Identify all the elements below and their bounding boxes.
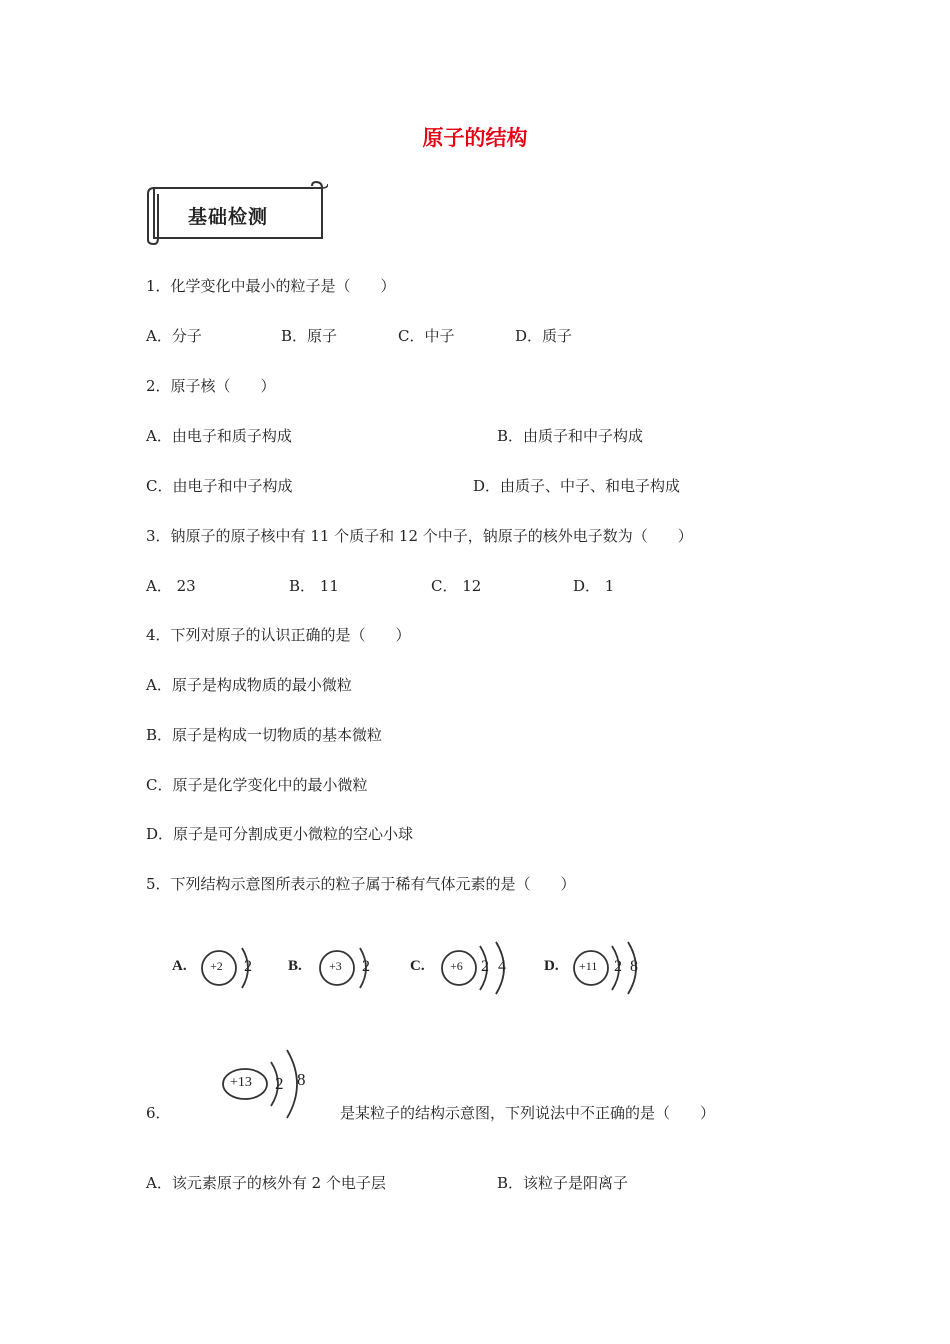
q5-diagram-d-nucleus: +11 [579, 959, 598, 973]
q5-diagram-c-shell-2: 4 [498, 958, 506, 975]
q6-diagram [215, 1046, 325, 1126]
question-3-stem: 3．钠原子的原子核中有 11 个质子和 12 个中子，钠原子的核外电子数为（ ） [146, 527, 693, 545]
q5-diagram-a-shell-1: 2 [244, 958, 252, 975]
q5-diagram-c-nucleus: +6 [450, 959, 463, 973]
q6-shell-1: 2 [275, 1074, 284, 1093]
q2-option-b: B．由质子和中子构成 [497, 427, 644, 445]
q5-diagram-c-label: C. [410, 958, 425, 974]
q5-diagram-c-shell-1: 2 [481, 958, 489, 975]
q2-option-a: A．由电子和质子构成 [146, 427, 292, 445]
section-banner-text: 基础检测 [188, 206, 269, 228]
question-1-stem: 1．化学变化中最小的粒子是（ ） [146, 277, 396, 295]
question-5-stem: 5．下列结构示意图所表示的粒子属于稀有气体元素的是（ ） [146, 875, 576, 893]
question-2-stem: 2．原子核（ ） [146, 377, 276, 395]
q3-option-b: B． 11 [289, 577, 339, 595]
q1-option-b: B．原子 [281, 327, 338, 345]
q3-option-c: C． 12 [431, 577, 482, 595]
q3-option-d: D． 1 [573, 577, 615, 595]
q5-diagram-b-shell-1: 2 [362, 958, 370, 975]
q6-nucleus: +13 [230, 1075, 252, 1090]
q2-option-c: C．由电子和中子构成 [146, 477, 293, 495]
q1-option-a: A．分子 [146, 327, 202, 345]
q6-shell-2: 8 [297, 1070, 306, 1089]
q5-diagram-a-label: A. [172, 958, 187, 974]
q6-number: 6． [146, 1104, 171, 1122]
q4-option-b: B．原子是构成一切物质的基本微粒 [146, 726, 383, 744]
q5-diagram-d-label: D. [544, 958, 559, 974]
q5-diagram-a-nucleus: +2 [210, 959, 223, 973]
q3-option-a: A． 23 [146, 577, 196, 595]
question-6-stem: 是某粒子的结构示意图，下列说法中不正确的是（ ） [340, 1104, 716, 1122]
q6-option-a: A．该元素原子的核外有 2 个电子层 [146, 1174, 386, 1192]
q6-option-b: B．该粒子是阳离子 [497, 1174, 629, 1192]
section-banner [146, 180, 328, 246]
q1-option-c: C．中子 [398, 327, 455, 345]
q5-diagram-d-shell-1: 2 [614, 958, 622, 975]
q2-option-d: D．由质子、中子、和电子构成 [473, 477, 681, 495]
q1-option-d: D．质子 [515, 327, 573, 345]
q4-option-a: A．原子是构成物质的最小微粒 [146, 676, 352, 694]
q5-diagram-b-nucleus: +3 [329, 959, 342, 973]
q4-option-d: D．原子是可分割成更小微粒的空心小球 [146, 825, 414, 843]
q4-option-c: C．原子是化学变化中的最小微粒 [146, 776, 368, 794]
q5-diagram-d-shell-2: 8 [630, 958, 638, 975]
page-title: 原子的结构 [422, 126, 528, 150]
q5-diagram-b-label: B. [288, 958, 302, 974]
question-4-stem: 4．下列对原子的认识正确的是（ ） [146, 626, 411, 644]
